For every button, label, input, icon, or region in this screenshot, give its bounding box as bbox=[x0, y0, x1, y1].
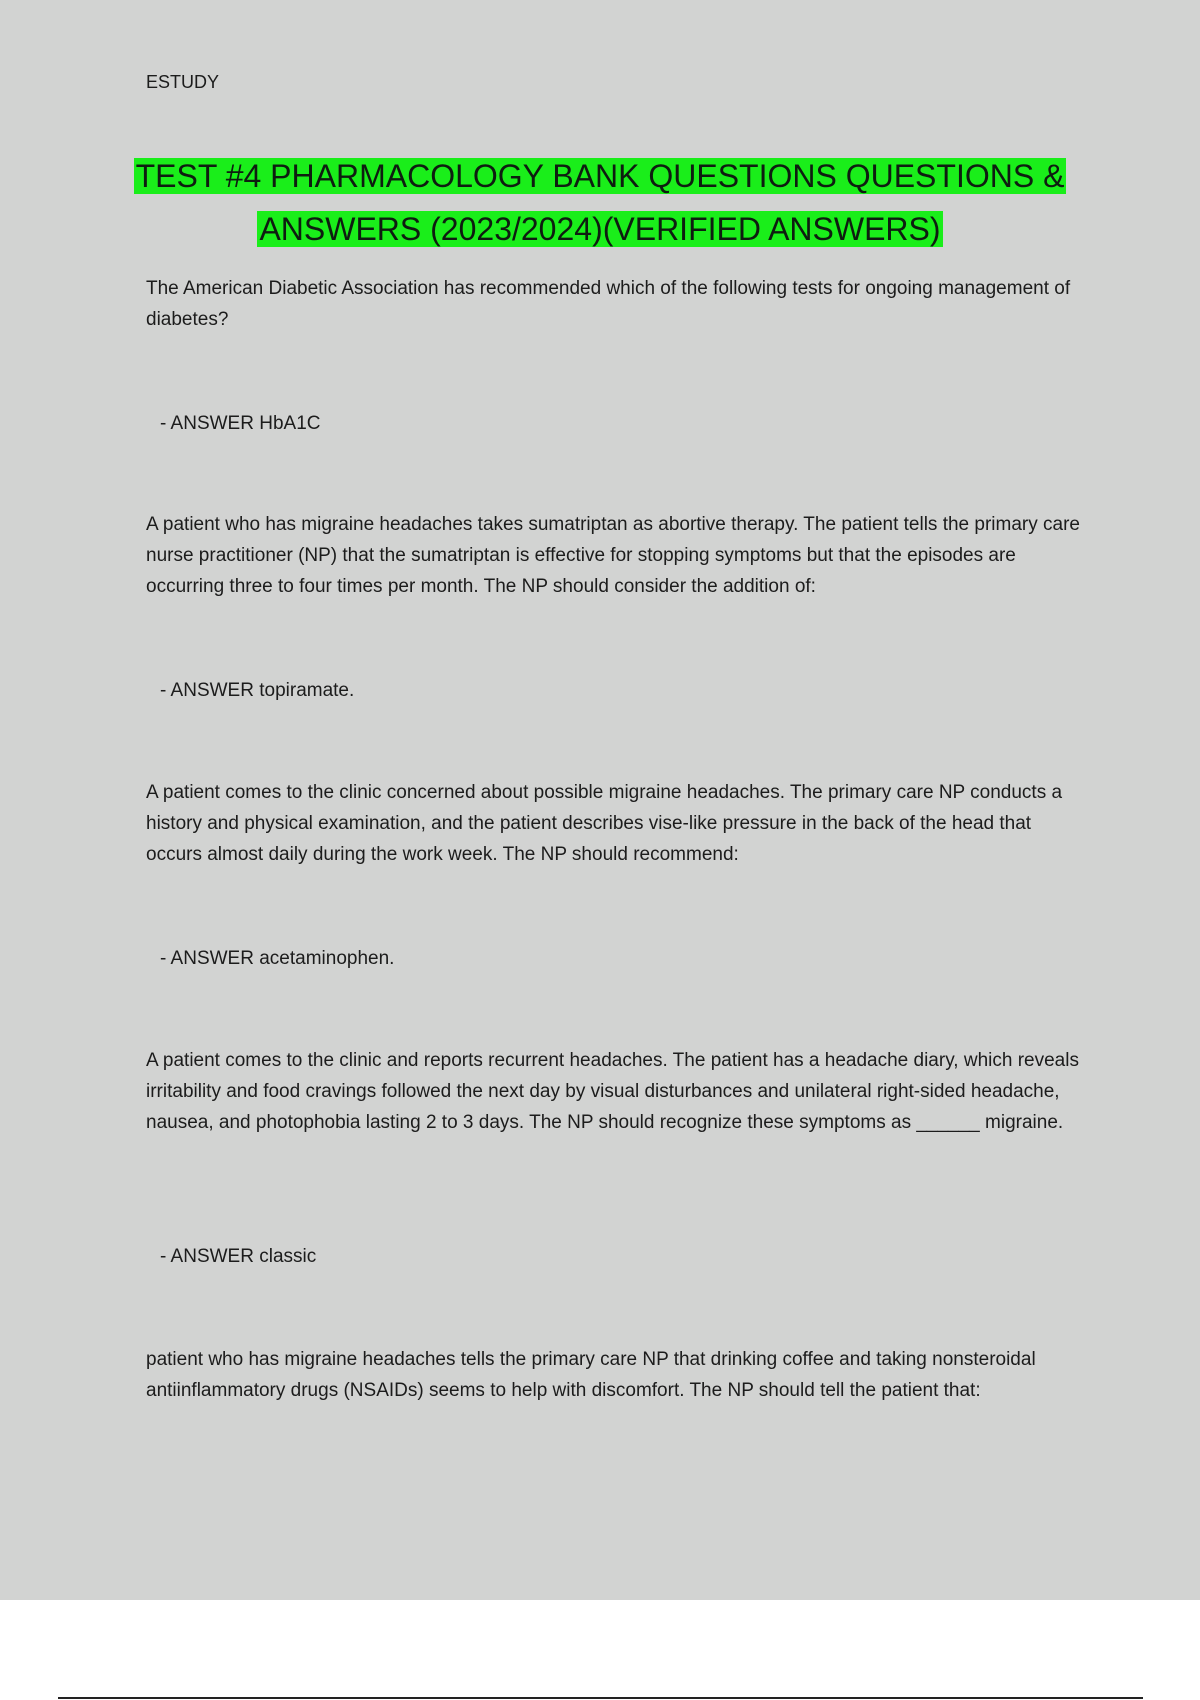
brand-label: ESTUDY bbox=[146, 72, 220, 92]
question-5: patient who has migraine headaches tells the primary care NP that drinking coffee and taking nonsteroidal antiinflammatory drugs (NSAIDs) seems to help with discomfort. The NP should tell the patient that: bbox=[146, 1349, 1036, 1401]
footer-divider bbox=[58, 1697, 1143, 1699]
question-2: A patient who has migraine headaches takes sumatriptan as abortive therapy. The patient tells the primary care nurse practitioner (NP) that the sumatriptan is effective for stopping symptoms but that the episodes are occurring three to four times per month. The NP should consider the addition of: bbox=[146, 514, 1080, 597]
answer-2: - ANSWER topiramate. bbox=[160, 680, 355, 701]
answer-4: - ANSWER classic bbox=[160, 1246, 317, 1267]
question-3: A patient comes to the clinic concerned about possible migraine headaches. The primary care NP conducts a history and physical examination, and the patient describes vise-like pressure in the back of the head that occurs almost daily during the work week. The NP should recommend: bbox=[146, 782, 1063, 865]
question-4: A patient comes to the clinic and reports recurrent headaches. The patient has a headache diary, which reveals irritability and food cravings followed the next day by visual disturbances and unilateral right-sided headache, nausea, and photophobia lasting 2 to 3 days. The NP should recognize these symptoms as ______ migraine. bbox=[146, 1050, 1079, 1133]
document-title bbox=[0, 150, 1200, 256]
title-line-2: ANSWERS (2023/2024)(VERIFIED ANSWERS) bbox=[259, 211, 941, 247]
answer-3: - ANSWER acetaminophen. bbox=[160, 948, 395, 969]
question-1: The American Diabetic Association has recommended which of the following tests for ongoing management of diabetes? bbox=[146, 278, 1071, 330]
title-line-1: TEST #4 PHARMACOLOGY BANK QUESTIONS QUESTIONS & bbox=[135, 158, 1065, 194]
answer-1: - ANSWER HbA1C bbox=[160, 413, 321, 434]
